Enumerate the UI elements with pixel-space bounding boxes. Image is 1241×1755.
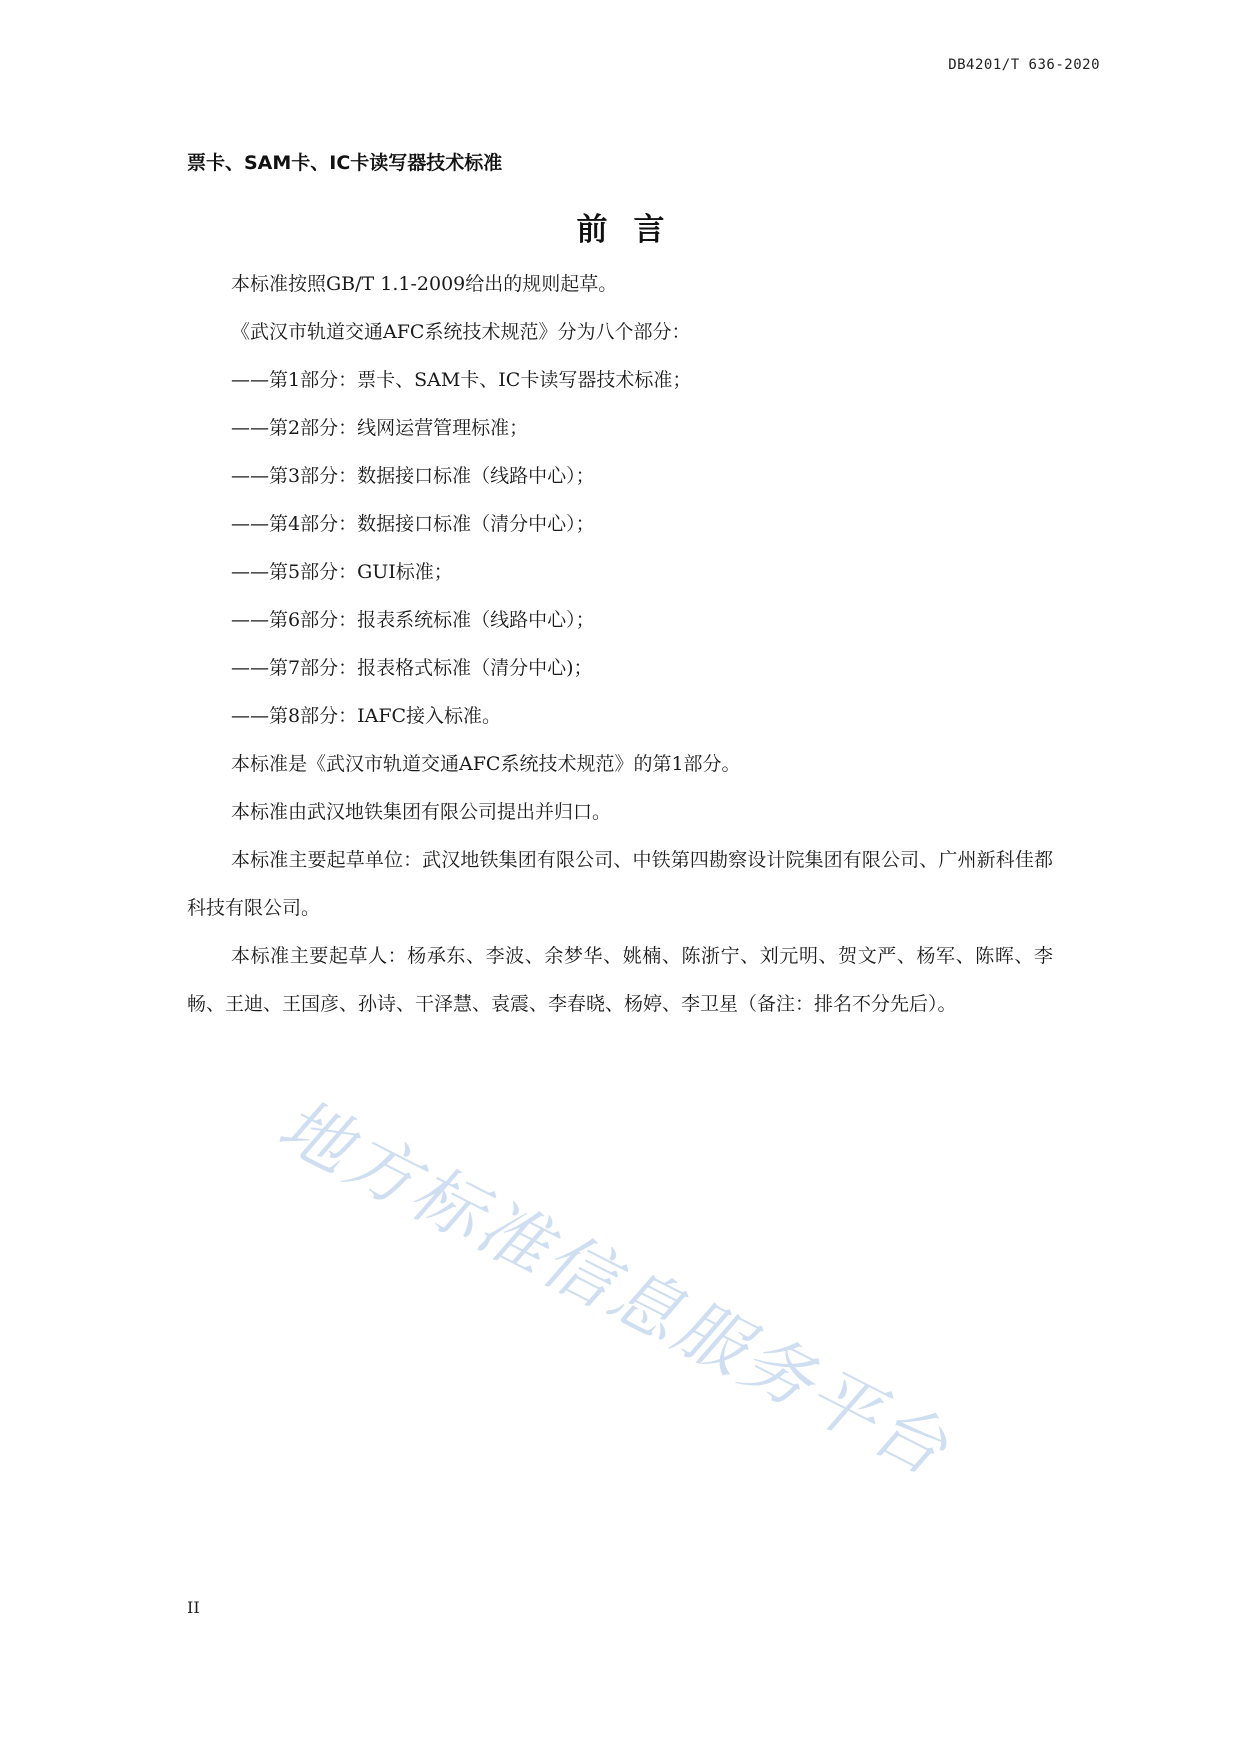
foreword-body (187, 260, 1053, 1028)
list-item: ——第8部分：IAFC接入标准。 (231, 705, 502, 727)
list-item: ——第4部分：数据接口标准（清分中心）； (231, 513, 595, 535)
list-item: ——第5部分：GUI标准； (231, 561, 453, 583)
list-item: ——第6部分：报表系统标准（线路中心）； (231, 609, 595, 631)
list-item: ——第2部分：线网运营管理标准； (231, 417, 529, 439)
parts-intro-paragraph: 《武汉市轨道交通AFC系统技术规范》分为八个部分： (231, 321, 691, 343)
parts-list (187, 356, 1053, 740)
list-item: ——第1部分：票卡、SAM卡、IC卡读写器技术标准； (231, 369, 692, 391)
drafters-paragraph: 本标准主要起草人：杨承东、李波、余梦华、姚楠、陈浙宁、刘元明、贺文严、杨军、陈晖、李畅、王迪、王国彦、孙诗、干泽慧、袁震、李春晓、杨婷、李卫星（备注：排名不分先后）。 (187, 945, 1053, 1015)
document-code: DB4201/T 636-2020 (948, 57, 1100, 73)
list-item: ——第3部分：数据接口标准（线路中心）； (231, 465, 595, 487)
section-title: 前言 (576, 212, 691, 248)
drafting-units-paragraph: 本标准主要起草单位：武汉地铁集团有限公司、中铁第四勘察设计院集团有限公司、广州新科佳都科技有限公司。 (187, 849, 1053, 919)
intro-paragraph: 本标准按照GB/T 1.1-2009给出的规则起草。 (231, 273, 618, 295)
part-statement-paragraph: 本标准是《武汉市轨道交通AFC系统技术规范》的第1部分。 (231, 753, 741, 775)
list-item: ——第7部分：报表格式标准（清分中心)； (231, 657, 593, 679)
page-number: II (187, 1598, 200, 1617)
proposer-paragraph: 本标准由武汉地铁集团有限公司提出并归口。 (231, 801, 612, 823)
watermark: 地方标准信息服务平台 (265, 1083, 963, 1493)
document-name: 票卡、SAM卡、IC卡读写器技术标准 (187, 152, 503, 174)
